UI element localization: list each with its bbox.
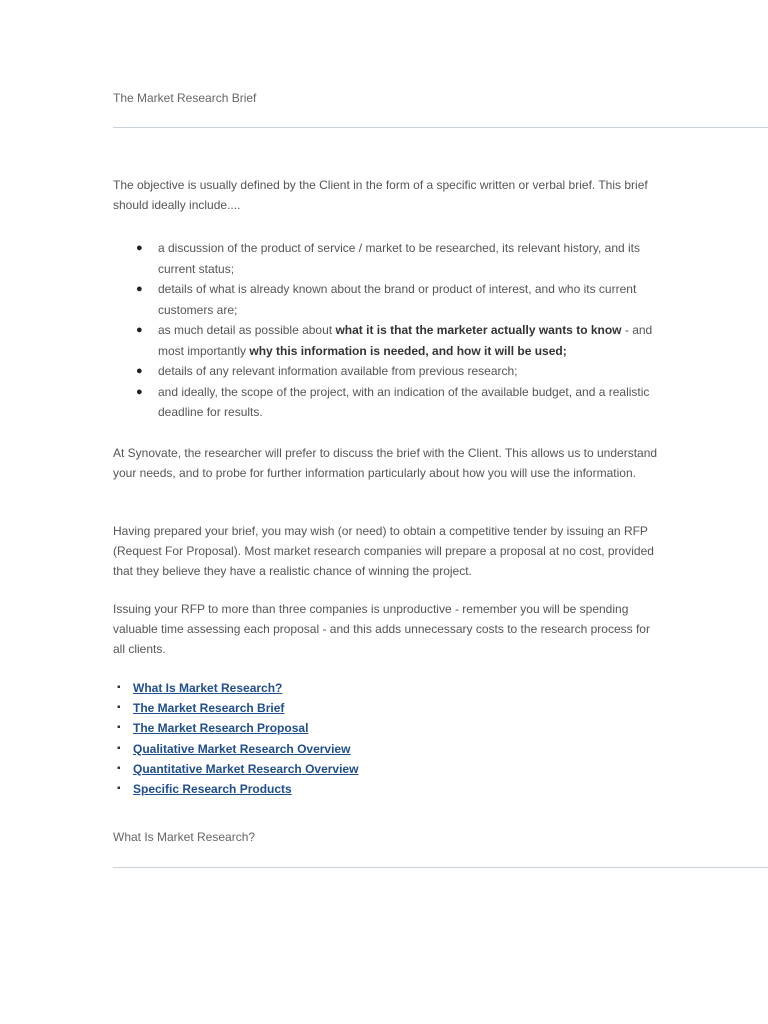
list-item — [113, 279, 658, 320]
bullet-icon: ● — [136, 324, 143, 336]
list-item-text: details of any relevant information available from previous research; — [158, 364, 518, 378]
list-item-text: details of what is already known about the brand or product of interest, and who its current customers are; — [158, 282, 637, 317]
square-bullet-icon: ▪ — [117, 762, 121, 774]
link-quantitative-overview[interactable]: Quantitative Market Research Overview — [133, 761, 359, 776]
issuing-rfp-paragraph: Issuing your RFP to more than three companies is unproductive - remember you will be spending valuable time assessing each proposal - and this adds unnecessary costs to the research process for all clients. — [113, 602, 650, 657]
list-item — [113, 718, 358, 738]
square-bullet-icon: ▪ — [117, 742, 121, 754]
link-qualitative-overview[interactable]: Qualitative Market Research Overview — [133, 741, 351, 756]
list-item — [113, 238, 658, 279]
square-bullet-icon: ▪ — [117, 682, 121, 693]
section-divider — [113, 127, 768, 128]
list-item — [113, 779, 358, 799]
list-item-text-pre: as much detail as possible about — [158, 323, 336, 337]
list-item — [113, 382, 658, 423]
brief-contents-list — [113, 238, 658, 423]
bullet-icon: ● — [136, 242, 143, 254]
section-title-what-is-market-research: What Is Market Research? — [113, 830, 256, 844]
list-item-emphasis: what it is that the marketer actually wants to know — [335, 323, 622, 337]
bullet-icon: ● — [136, 283, 143, 295]
list-item-text: a discussion of the product of service / market to be researched, its relevant history, and its current status; — [158, 241, 641, 276]
bullet-icon: ● — [136, 365, 143, 377]
link-market-research-proposal[interactable]: The Market Research Proposal — [133, 721, 309, 736]
list-item-text: and ideally, the scope of the project, with an indication of the available budget, and a realistic deadline for results. — [158, 384, 650, 419]
square-bullet-icon: ▪ — [117, 702, 121, 714]
square-bullet-icon: ▪ — [117, 722, 121, 734]
list-item — [113, 678, 358, 698]
list-item — [113, 739, 358, 759]
list-item — [113, 698, 358, 718]
section-divider — [113, 867, 768, 868]
list-item — [113, 320, 658, 361]
list-item — [113, 361, 658, 382]
related-links-list — [113, 678, 358, 799]
link-what-is-market-research[interactable]: What Is Market Research? — [133, 681, 283, 695]
list-item-emphasis: why this information is needed, and how it will be used; — [249, 343, 567, 358]
section-title-market-research-brief: The Market Research Brief — [113, 91, 257, 105]
link-market-research-brief[interactable]: The Market Research Brief — [133, 701, 285, 716]
square-bullet-icon: ▪ — [117, 783, 121, 795]
link-specific-research-products[interactable]: Specific Research Products — [133, 782, 292, 797]
synovate-paragraph: At Synovate, the researcher will prefer to discuss the brief with the Client. This allows us to understand your needs, and to probe for further information particularly about how you will use the information. — [113, 446, 658, 481]
rfp-paragraph: Having prepared your brief, you may wish (or need) to obtain a competitive tender by issuing an RFP (Request For Proposal). Most market research companies will prepare a proposal at no cost, provided that they believe they have a realistic chance of winning the project. — [113, 524, 654, 579]
intro-paragraph: The objective is usually defined by the Client in the form of a specific written or verbal brief. This brief should ideally include.... — [113, 178, 648, 213]
bullet-icon: ● — [136, 385, 143, 398]
list-item-text-mid: - and most importantly — [158, 323, 653, 358]
list-item — [113, 759, 358, 779]
